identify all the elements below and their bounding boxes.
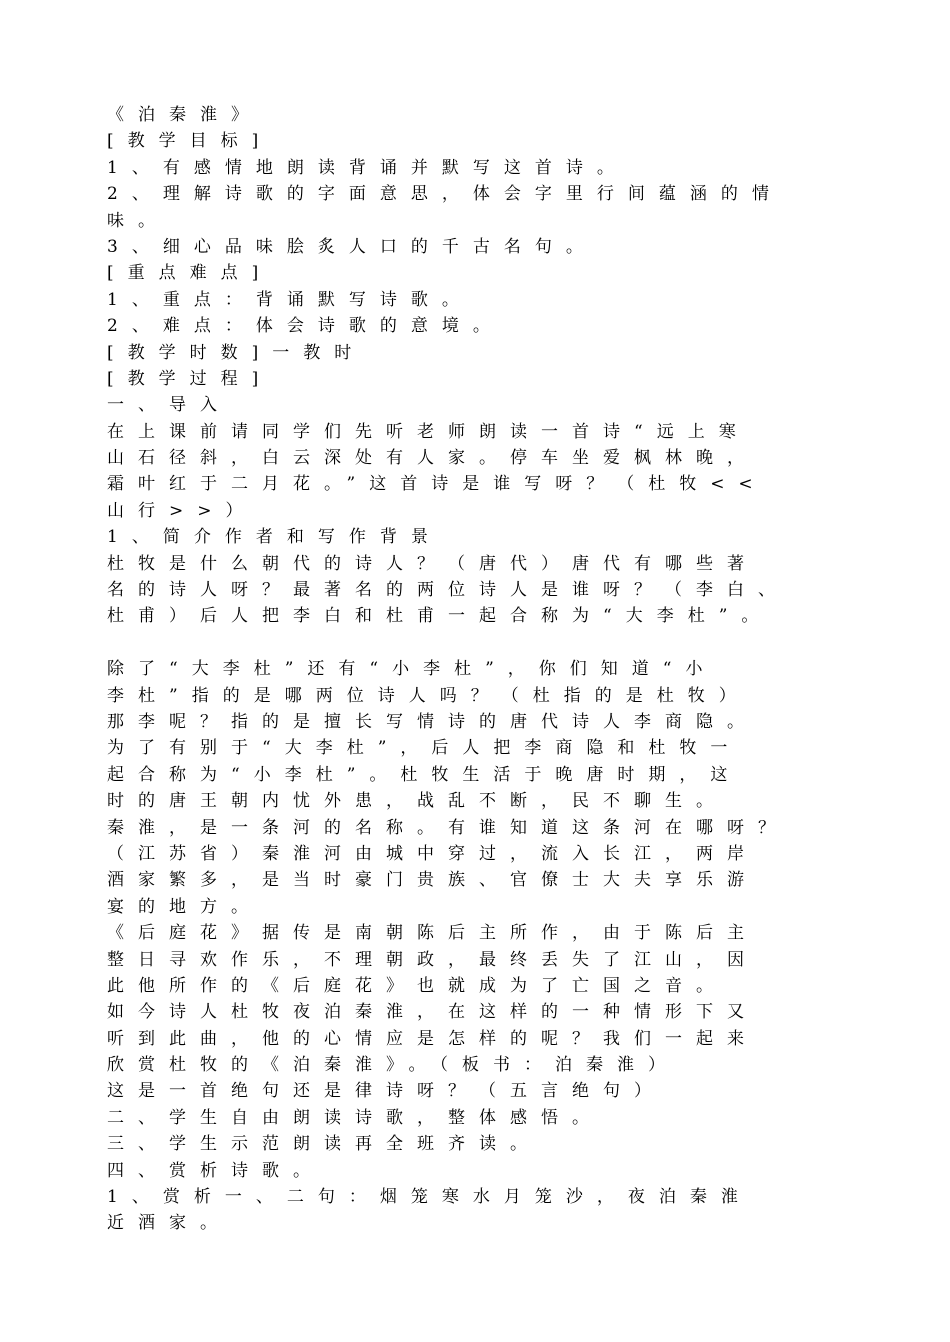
text-line: 这是一首绝句还是律诗呀？（五言绝句） bbox=[107, 1081, 665, 1102]
section-heading-key-points: [重点难点] bbox=[107, 263, 273, 284]
document-page bbox=[107, 102, 867, 1237]
doc-title: 《泊秦淮》 bbox=[107, 105, 262, 125]
text-line: 秦淮，是一条河的名称。有谁知道这条河在哪呀？ bbox=[107, 817, 789, 838]
text-line: 近酒家。 bbox=[107, 1213, 231, 1234]
text-line: 1、赏析一、二句：烟笼寒水月笼沙，夜泊秦淮 bbox=[107, 1187, 752, 1208]
text-line: 杜甫）后人把李白和杜甫一起合称为“大李杜”。 bbox=[107, 606, 773, 627]
text-line: 2、理解诗歌的字面意思，体会字里行间蕴涵的情 bbox=[107, 184, 783, 205]
text-line: 那李呢？指的是擅长写情诗的唐代诗人李商隐。 bbox=[107, 711, 758, 732]
text-line: 酒家繁多，是当时豪门贵族、官僚士大夫享乐游 bbox=[107, 870, 758, 891]
text-line: 二、学生自由朗读诗歌，整体感悟。 bbox=[107, 1107, 603, 1128]
text-line: 宴的地方。 bbox=[107, 896, 262, 917]
text-line: 1、简介作者和写作背景 bbox=[107, 527, 442, 548]
text-line: 四、赏析诗歌。 bbox=[107, 1160, 324, 1181]
text-line: 一、导入 bbox=[107, 395, 231, 416]
section-heading-class-hours: [教学时数]一教时 bbox=[107, 342, 366, 363]
text-line: 《后庭花》据传是南朝陈后主所作，由于陈后主 bbox=[107, 923, 758, 944]
text-line: 1、重点：背诵默写诗歌。 bbox=[107, 289, 473, 310]
text-line: 欣赏杜牧的《泊秦淮》。（板书：泊秦淮） bbox=[107, 1055, 679, 1076]
text-line: 在上课前请同学们先听老师朗读一首诗“远上寒 bbox=[107, 421, 750, 442]
section-heading-teaching-goals: [教学目标] bbox=[107, 131, 273, 152]
text-line: 味。 bbox=[107, 210, 169, 231]
text-line: 山行>>） bbox=[107, 500, 257, 521]
text-line: 如今诗人杜牧夜泊秦淮，在这样的一种情形下又 bbox=[107, 1002, 758, 1023]
text-line: 为了有别于“大李杜”，后人把李商隐和杜牧一 bbox=[107, 738, 742, 759]
text-line: 三、学生示范朗读再全班齐读。 bbox=[107, 1134, 541, 1155]
text-line: 李杜”指的是哪两位诗人吗？（杜指的是杜牧） bbox=[107, 685, 750, 706]
blank-line bbox=[107, 630, 867, 656]
text-line: 此他所作的《后庭花》也就成为了亡国之音。 bbox=[107, 975, 727, 996]
text-line: 听到此曲，他的心情应是怎样的呢？我们一起来 bbox=[107, 1028, 758, 1049]
text-line: 霜叶红于二月花。”这首诗是谁写呀？（杜牧<< bbox=[107, 474, 767, 495]
text-line: 杜牧是什么朝代的诗人？（唐代）唐代有哪些著 bbox=[107, 553, 758, 574]
text-line: 3、细心品味脍炙人口的千古名句。 bbox=[107, 236, 597, 257]
text-line: 起合称为“小李杜”。杜牧生活于晚唐时期，这 bbox=[107, 764, 742, 785]
text-line: 名的诗人呀？最著名的两位诗人是谁呀？（李白、 bbox=[107, 580, 789, 601]
text-line: 2、难点：体会诗歌的意境。 bbox=[107, 316, 504, 337]
section-heading-teaching-process: [教学过程] bbox=[107, 368, 273, 389]
text-line: 除了“大李杜”还有“小李杜”，你们知道“小 bbox=[107, 659, 717, 680]
text-line: 时的唐王朝内忧外患，战乱不断，民不聊生。 bbox=[107, 791, 727, 812]
text-line: （江苏省）秦淮河由城中穿过，流入长江，两岸 bbox=[107, 843, 758, 864]
text-line: 山石径斜，白云深处有人家。停车坐爱枫林晚， bbox=[107, 448, 758, 469]
text-line: 1、有感情地朗读背诵并默写这首诗。 bbox=[107, 157, 628, 178]
text-line: 整日寻欢作乐，不理朝政，最终丢失了江山，因 bbox=[107, 949, 758, 970]
